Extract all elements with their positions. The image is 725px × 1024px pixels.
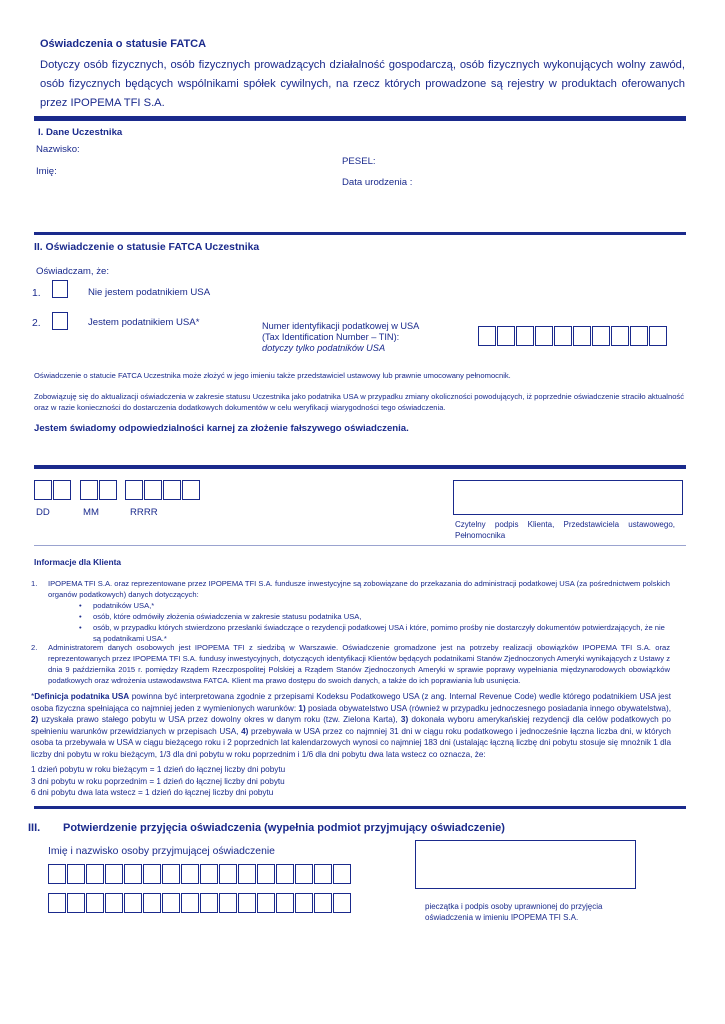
section3-number: III. <box>28 822 41 834</box>
letter-box[interactable] <box>314 864 332 884</box>
letter-box[interactable] <box>105 893 123 913</box>
date-digit-box[interactable] <box>53 480 71 500</box>
receiver-name-row1[interactable] <box>48 864 352 884</box>
date-month-label: MM <box>83 507 99 518</box>
name-label: Imię: <box>36 166 57 177</box>
stamp-signature-box[interactable] <box>415 840 636 889</box>
letter-box[interactable] <box>238 893 256 913</box>
receiver-name-row2[interactable] <box>48 893 352 913</box>
letter-box[interactable] <box>276 864 294 884</box>
letter-box[interactable] <box>200 864 218 884</box>
section-divider <box>34 116 686 121</box>
section2-title: II. Oświadczenie o statusie FATCA Uczestnika <box>34 242 260 253</box>
divider-line <box>34 545 686 546</box>
letter-box[interactable] <box>219 864 237 884</box>
info-bullet: • osób, w przypadku których stwierdzono przesłanki świadczące o rezydencji podatkowej USA i które, pomimo prośby nie dostarczyły dokumentów potwierdzających, że nie są podatnikami USA.* <box>79 622 671 644</box>
letter-box[interactable] <box>276 893 294 913</box>
option2-label: Jestem podatnikiem USA* <box>88 317 200 328</box>
letter-box[interactable] <box>48 864 66 884</box>
date-month-input[interactable] <box>80 480 118 500</box>
condition-number: 4) <box>241 726 249 736</box>
tin-digit-box[interactable] <box>611 326 629 346</box>
letter-box[interactable] <box>162 893 180 913</box>
date-year-input[interactable] <box>125 480 201 500</box>
date-day-input[interactable] <box>34 480 72 500</box>
letter-box[interactable] <box>124 864 142 884</box>
tin-label-line1: Numer identyfikacji podatkowej w USA <box>262 321 420 331</box>
stamp-caption: pieczątka i podpis osoby uprawnionej do przyjęcia oświadczenia w imieniu IPOPEMA TFI S.A. <box>425 902 603 922</box>
info-bullet: • podatników USA,* <box>79 600 671 611</box>
letter-box[interactable] <box>257 893 275 913</box>
date-digit-box[interactable] <box>125 480 143 500</box>
tin-input[interactable] <box>478 326 668 346</box>
surname-label: Nazwisko: <box>36 144 80 155</box>
date-digit-box[interactable] <box>99 480 117 500</box>
tin-label <box>262 321 419 354</box>
signature-caption: Czytelny podpis Klienta, Przedstawiciela ustawowego, Pełnomocnika <box>455 520 675 540</box>
letter-box[interactable] <box>238 864 256 884</box>
info-bullet-list <box>79 600 671 644</box>
date-digit-box[interactable] <box>144 480 162 500</box>
option1-label: Nie jestem podatnikiem USA <box>88 287 211 298</box>
letter-box[interactable] <box>257 864 275 884</box>
tin-digit-box[interactable] <box>554 326 572 346</box>
update-obligation-note: Zobowiązuję się do aktualizacji oświadczenia w zakresie statusu Uczestnika jako podatnika USA w przypadku zmiany okoliczności powodujących, iż poprzednie oświadczenie straciło aktualność oraz w razie konieczności do dostarczenia dodatkowych dokumentów w celu weryfikacji wiarygodności tego oświadczenia. <box>34 392 685 412</box>
info-title: Informacje dla Klienta <box>34 557 122 567</box>
pesel-label: PESEL: <box>342 156 376 167</box>
calc-line: 3 dni pobytu w roku poprzednim = 1 dzień do łącznej liczby dni pobytu <box>31 776 285 786</box>
receiver-name-label: Imię i nazwisko osoby przyjmującej oświadczenie <box>48 846 275 857</box>
form-intro: Dotyczy osób fizycznych, osób fizycznych prowadzących działalność gospodarczą, osób fizycznych wykonujących wolny zawód, osób fizycznych będących wspólnikami spółek cywilnych, na rzecz których prowadzone są rejestry w produktach oferowanych przez IPOPEMA TFI S.A. <box>40 59 685 109</box>
letter-box[interactable] <box>181 893 199 913</box>
letter-box[interactable] <box>67 893 85 913</box>
section3-title: Potwierdzenie przyjęcia oświadczenia (wypełnia podmiot przyjmujący oświadczenie) <box>63 822 505 834</box>
definition-asterisk: * <box>31 692 35 701</box>
letter-box[interactable] <box>48 893 66 913</box>
condition-number: 3) <box>400 715 409 724</box>
letter-box[interactable] <box>314 893 332 913</box>
tin-digit-box[interactable] <box>497 326 515 346</box>
letter-box[interactable] <box>295 864 313 884</box>
tin-digit-box[interactable] <box>573 326 591 346</box>
letter-box[interactable] <box>200 893 218 913</box>
letter-box[interactable] <box>295 893 313 913</box>
us-taxpayer-definition <box>31 691 671 760</box>
letter-box[interactable] <box>219 893 237 913</box>
date-digit-box[interactable] <box>80 480 98 500</box>
section-divider <box>34 806 686 809</box>
section-divider <box>34 465 686 469</box>
tin-digit-box[interactable] <box>478 326 496 346</box>
letter-box[interactable] <box>181 864 199 884</box>
representative-note: Oświadczenie o statucie FATCA Uczestnika może złożyć w jego imieniu także przedstawiciel ustawowy lub prawnie umocowany pełnomocnik. <box>34 371 511 380</box>
tin-digit-box[interactable] <box>649 326 667 346</box>
tin-digit-box[interactable] <box>592 326 610 346</box>
responsibility-statement: Jestem świadomy odpowiedzialności karnej za złożenie fałszywego oświadczenia. <box>34 423 409 434</box>
letter-box[interactable] <box>333 864 351 884</box>
letter-box[interactable] <box>143 893 161 913</box>
section1-title: I. Dane Uczestnika <box>38 127 123 138</box>
letter-box[interactable] <box>86 893 104 913</box>
letter-box[interactable] <box>105 864 123 884</box>
letter-box[interactable] <box>124 893 142 913</box>
info-bullet: • osób, które odmówiły złożenia oświadczenia w zakresie statusu podatnika USA, <box>79 611 671 622</box>
date-day-label: DD <box>36 507 50 518</box>
tin-digit-box[interactable] <box>516 326 534 346</box>
not-us-taxpayer-checkbox[interactable] <box>52 280 68 298</box>
tin-digit-box[interactable] <box>535 326 553 346</box>
date-digit-box[interactable] <box>34 480 52 500</box>
letter-box[interactable] <box>333 893 351 913</box>
tin-label-line3: dotyczy tylko podatników USA <box>262 343 386 353</box>
letter-box[interactable] <box>143 864 161 884</box>
signature-box[interactable] <box>453 480 683 515</box>
option2-number: 2. <box>32 318 41 329</box>
info-item1-text: IPOPEMA TFI S.A. oraz reprezentowane przez IPOPEMA TFI S.A. fundusze inwestycyjne są zobowiązane do przekazania do administracji podatkowej USA (za pośrednictwem polskich organów podatkowych) danych dotyczących: <box>48 579 670 599</box>
us-taxpayer-checkbox[interactable] <box>52 312 68 330</box>
date-year-label: RRRR <box>130 507 158 518</box>
info-item2-text: Administratorem danych osobowych jest IPOPEMA TFI z siedzibą w Warszawie. Oświadczenie gromadzone jest na potrzeby realizacji obowiązków IPOPEMA TFI S.A. oraz reprezentowanych przez IPOPEMA TFI S.A. fundusy inwestycyjnych, dotyczących identyfikacji Klientów będących podatnikami Stanów Zjednoczonych Ameryki wynikających z Ustawy z dnia 9 października 2015 r. pomiędzy Rządem Rzeczpospolitej Polskiej a Rządem Stanów Zjednoczonych Ameryki w sprawie poprawy wypełniania międzynarodowych obowiązków podatkowych oraz wdrożenia ustawodawstwa FATCA. Klient ma prawo dostępu do swoich danych, a także do ich poprawiania lub usunięcia. <box>48 643 670 685</box>
condition-text: przebywała w USA przez co najmniej 31 dni w ciągu roku podatkowego i jednocześnie łączna liczba dni, w których osoba ta przebywała w USA w ciągu bieżącego roku i 2 poprzednich lat kalendarzowych wynosi co najmniej 183 dni (ustalając łączną liczbę dni pobytu stosuje się mnożnik 1 dla liczby dni pobytu w roku bieżącym, 1/3 dla dni pobytu w roku poprzednim i 1/6 dla dni pobytu dwa lata wstecz co oznacza, że: <box>31 726 671 759</box>
days-calculation <box>31 764 671 799</box>
tin-label-line2: (Tax Identification Number – TIN): <box>262 332 400 342</box>
letter-box[interactable] <box>67 864 85 884</box>
definition-title: Definicja podatnika USA <box>34 692 130 701</box>
calc-line: 1 dzień pobytu w roku bieżącym = 1 dzień do łącznej liczby dni pobytu <box>31 765 286 774</box>
form-title: Oświadczenia o statusie FATCA <box>40 38 207 50</box>
info-item2-number: 2. <box>31 643 38 652</box>
birthdate-label: Data urodzenia : <box>342 177 413 188</box>
date-digit-box[interactable] <box>182 480 200 500</box>
condition-text: uzyskała prawo stałego pobytu w USA przez dowolny okres w danym roku (tzw. Zielona Karta), <box>38 715 401 724</box>
declare-label: Oświadczam, że: <box>36 266 110 277</box>
definition-intro: powinna być interpretowana zgodnie z przepisami Kodeksu Podatkowego USA (z ang. Internal Revenue Code) wedle którego podatnikiem USA jest osoba fizyczna spełniająca co najmniej jeden z wymienionych warunków: <box>31 692 671 713</box>
date-digit-box[interactable] <box>163 480 181 500</box>
letter-box[interactable] <box>86 864 104 884</box>
condition-number: 1) <box>298 703 306 713</box>
condition-text: dokonała wyboru amerykańskiej rezydencji dla celów podatkowych po spełnieniu warunków przewidzianych w przepisach USA, <box>31 715 671 736</box>
calc-line: 6 dni pobytu dwa lata wstecz = 1 dzień do łącznej liczby dni pobytu <box>31 788 274 797</box>
section-divider <box>34 232 686 235</box>
letter-box[interactable] <box>162 864 180 884</box>
info-item1-number: 1. <box>31 579 38 588</box>
condition-number: 2) <box>31 715 39 724</box>
tin-digit-box[interactable] <box>630 326 648 346</box>
option1-number: 1. <box>32 288 41 299</box>
condition-text: posiada obywatelstwo USA (również w przypadku jednoczesnego posiadania innego obywatelstwa), <box>305 703 671 713</box>
